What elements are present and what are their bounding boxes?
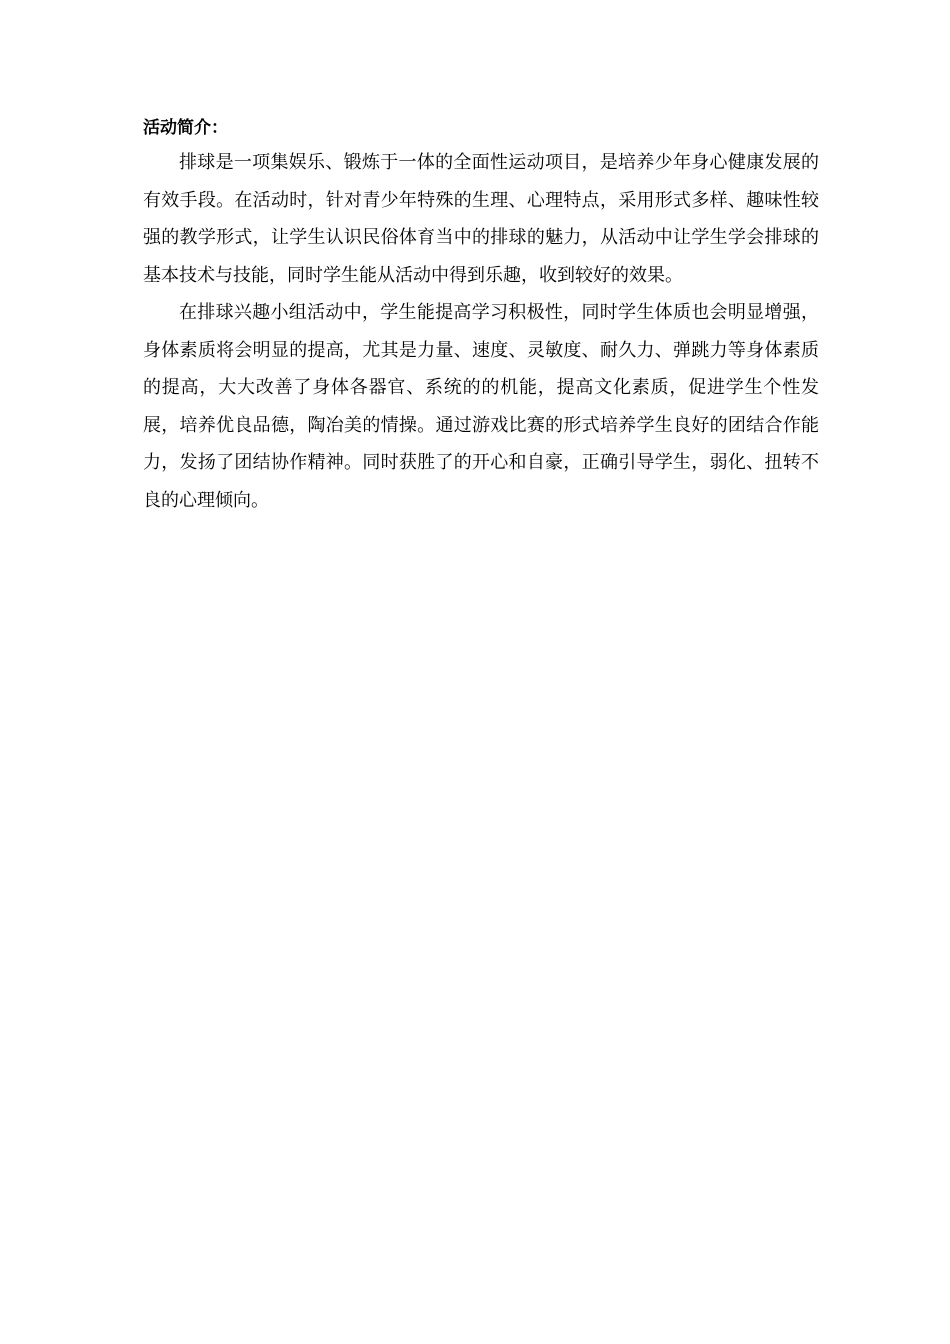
- section-heading: 活动简介：: [143, 118, 228, 138]
- document-body: [143, 116, 819, 519]
- paragraph-benefits: 在排球兴趣小组活动中，学生能提高学习积极性，同时学生体质也会明显增强，身体素质将会明显的提高，尤其是力量、速度、灵敏度、耐久力、弹跳力等身体素质的提高，大大改善了身体各器官、系统的的机能，提高文化素质，促进学生个性发展，培养优良品德，陶冶美的情操。通过游戏比赛的形式培养学生良好的团结合作能力，发扬了团结协作精神。同时获胜了的开心和自豪，正确引导学生，弱化、扭转不良的心理倾向。: [143, 302, 819, 511]
- paragraph-intro: 排球是一项集娱乐、锻炼于一体的全面性运动项目，是培养少年身心健康发展的有效手段。在活动时，针对青少年特殊的生理、心理特点，采用形式多样、趣味性较强的教学形式，让学生认识民俗体育当中的排球的魅力，从活动中让学生学会排球的基本技术与技能，同时学生能从活动中得到乐趣，收到较好的效果。: [143, 152, 819, 286]
